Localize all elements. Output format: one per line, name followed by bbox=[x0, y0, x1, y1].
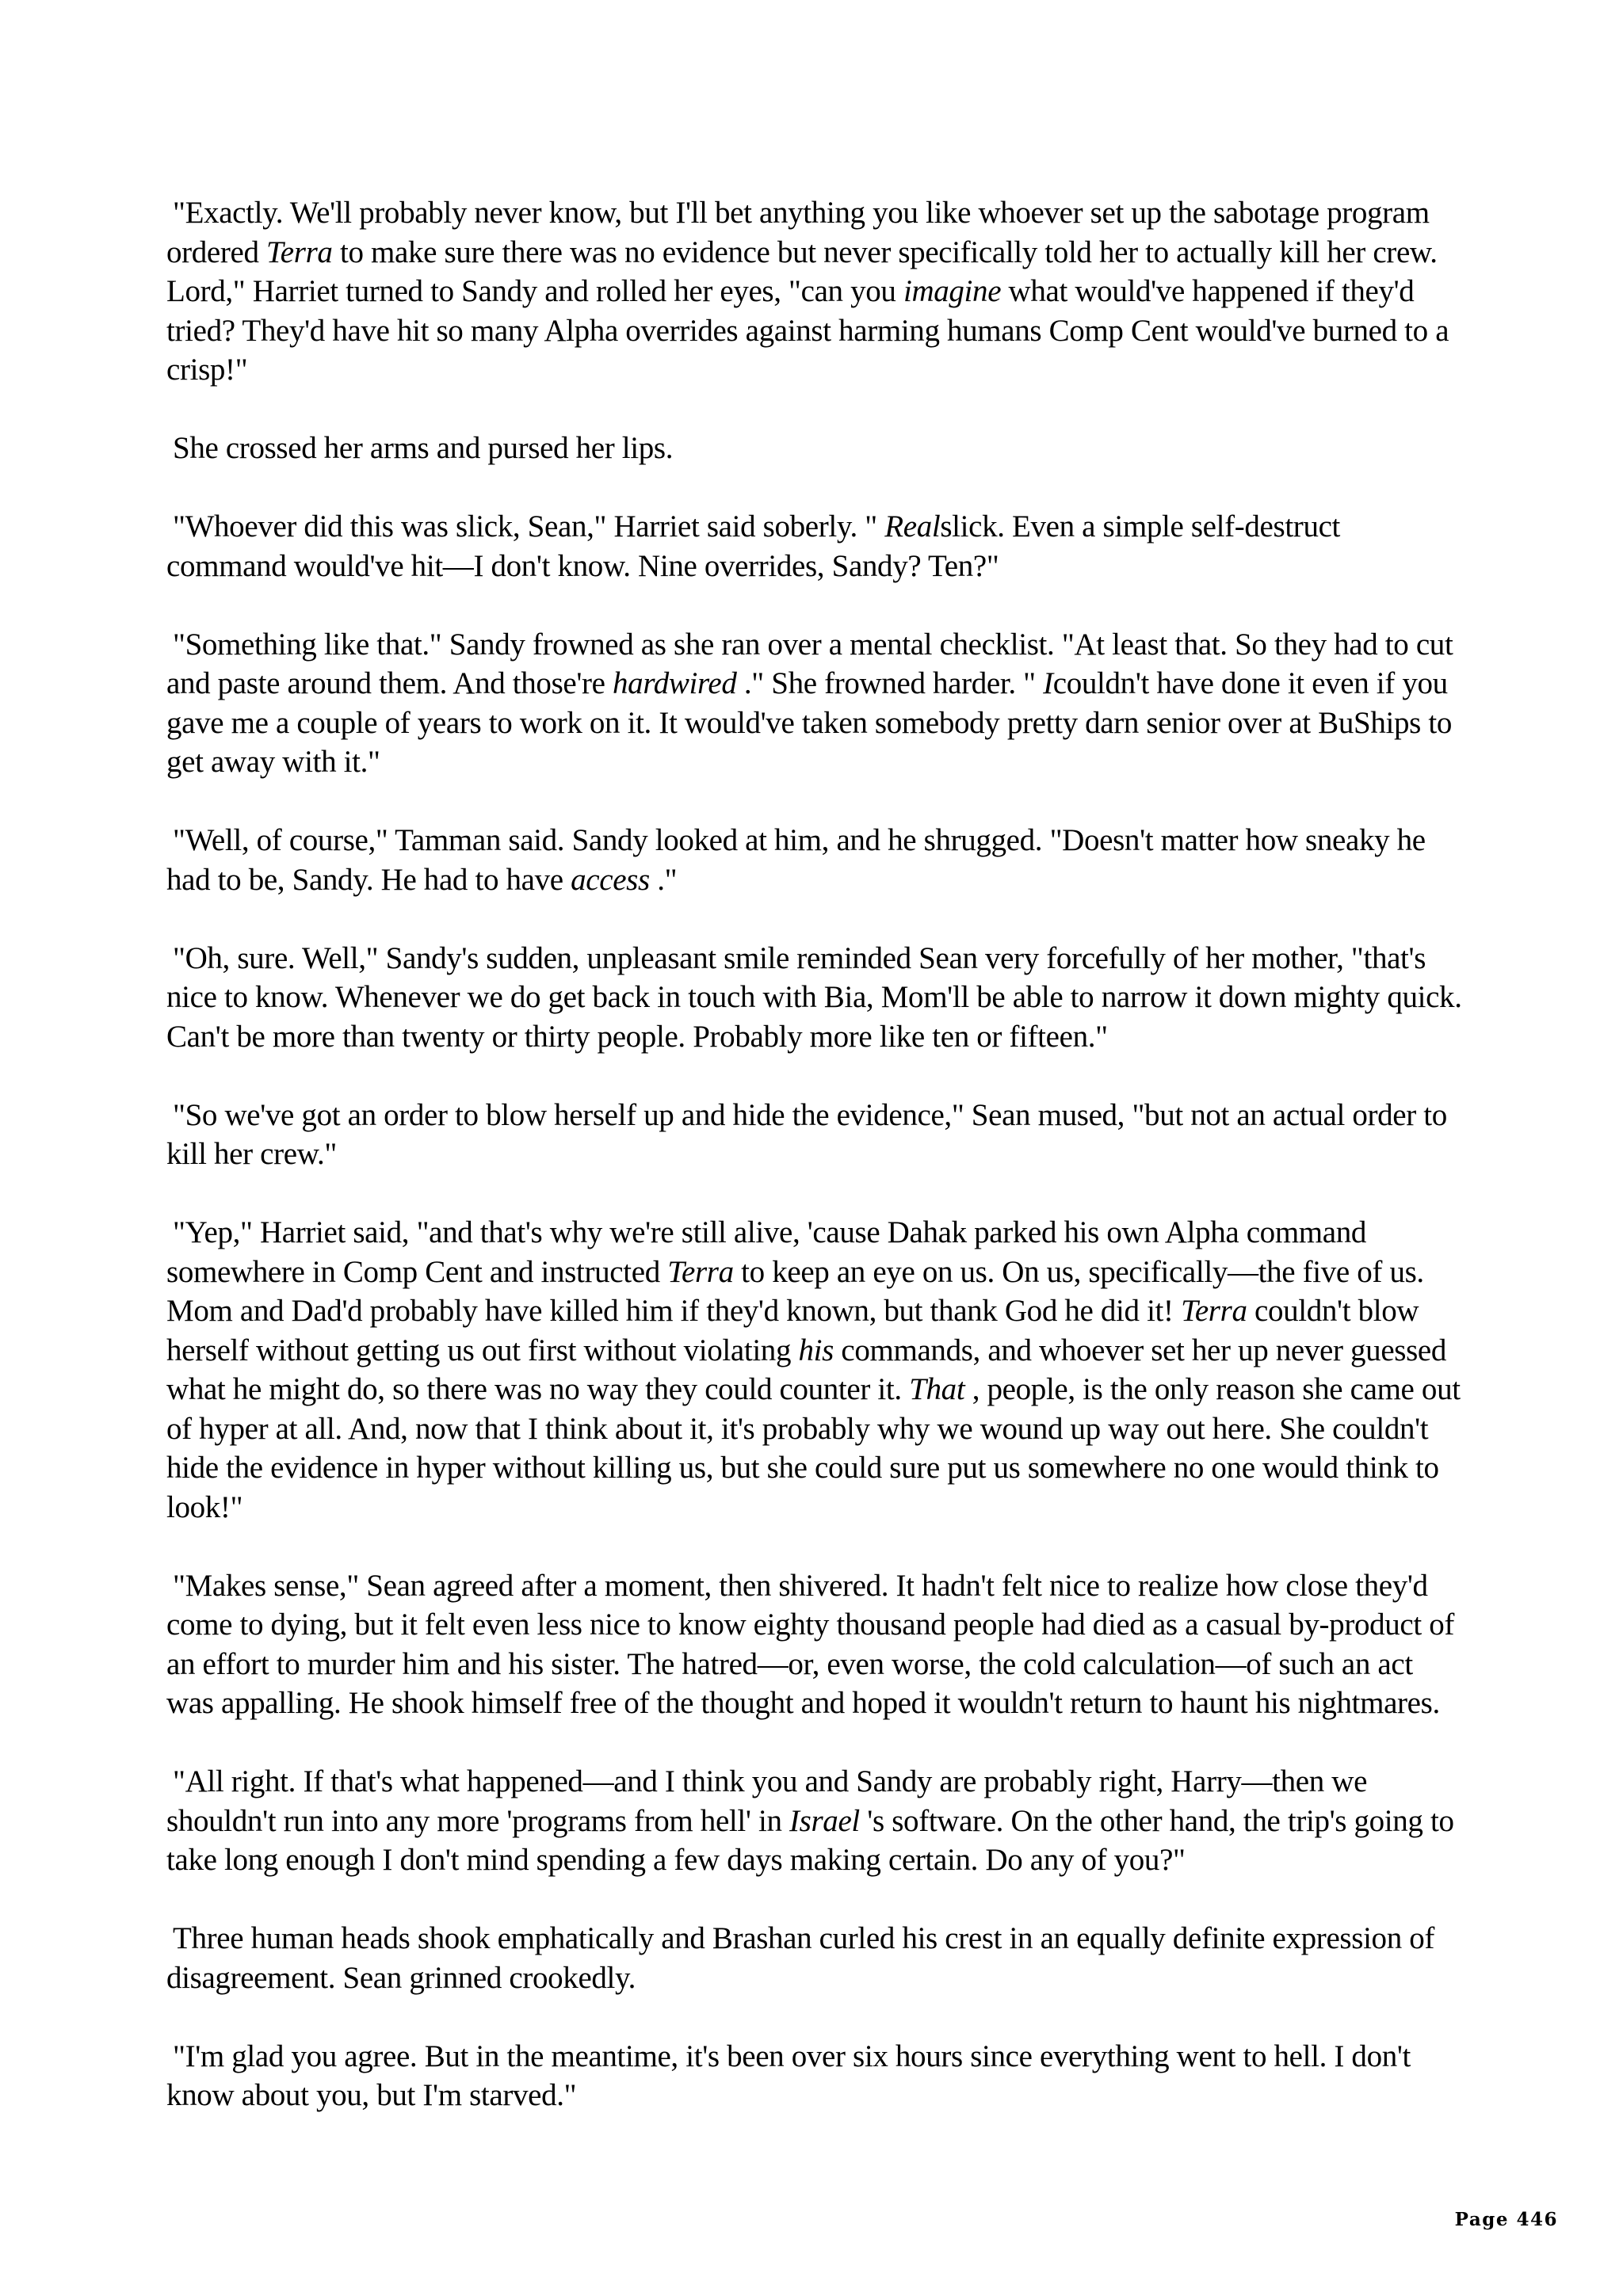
italic-text: Terra bbox=[667, 1254, 734, 1289]
text-segment: couldn't blow herself without getting us out first without violating bbox=[166, 1294, 1419, 1367]
text-segment: "Something like that." Sandy frowned as she ran over a mental checklist. "At least that. So they had to cut and paste around them. And those're bbox=[166, 627, 1453, 700]
text-segment: Three human heads shook emphatically and Brashan curled his crest in an equally definite expression of disagreement. Sean grinned crookedly. bbox=[166, 1921, 1435, 1995]
paragraph bbox=[166, 939, 1466, 1057]
paragraph bbox=[166, 1762, 1466, 1880]
italic-text: Terra bbox=[266, 235, 333, 269]
text-segment: to keep an eye on us. On us, specifically—the five of us. Mom and Dad'd probably have killed him if they'd known, but thank God he did it! bbox=[166, 1254, 1424, 1328]
text-segment: commands, and whoever set her up never guessed what he might do, so there was no way they could counter it. bbox=[166, 1333, 1447, 1406]
italic-text: That bbox=[909, 1372, 965, 1406]
text-segment: "Makes sense," Sean agreed after a moment, then shivered. It hadn't felt nice to realize how close they'd come to dying, but it felt even less nice to know eighty thousand people had died as a casual by-product of an effort to murder him and his sister. The hatred—or, even worse, the cold calculation—of such an act was appalling. He shook himself free of the thought and hoped it wouldn't return to haunt his nightmares. bbox=[166, 1568, 1455, 1720]
text-segment: She crossed her arms and pursed her lips. bbox=[173, 431, 674, 465]
text-segment: to make sure there was no evidence but never specifically told her to actually kill her crew. Lord," Harriet turned to Sandy and rolled her eyes, "can you bbox=[166, 235, 1438, 308]
paragraph bbox=[166, 1096, 1466, 1174]
italic-text: hardwired bbox=[613, 666, 737, 700]
italic-text: imagine bbox=[903, 274, 1002, 308]
paragraph bbox=[166, 2037, 1466, 2115]
text-segment: ." She frowned harder. " bbox=[736, 666, 1044, 700]
paragraph bbox=[166, 193, 1466, 390]
paragraph bbox=[166, 1566, 1466, 1723]
body-text bbox=[166, 193, 1466, 2115]
text-segment: couldn't have done it even if you gave me a couple of years to work on it. It would've taken somebody pretty darn senior over at BuShips to get away with it." bbox=[166, 666, 1452, 779]
text-segment: 's software. On the other hand, the trip's going to take long enough I don't mind spending a few days making certain. Do any of you?" bbox=[166, 1803, 1454, 1877]
italic-text: Terra bbox=[1181, 1294, 1247, 1328]
text-segment: "Exactly. We'll probably never know, but I'll bet anything you like whoever set up the sabotage program ordered bbox=[166, 196, 1430, 269]
italic-text: his bbox=[798, 1333, 834, 1367]
text-segment: "Oh, sure. Well," Sandy's sudden, unpleasant smile reminded Sean very forcefully of her mother, "that's nice to know. Whenever we do get back in touch with Bia, Mom'll be able to narrow it down mighty quick. Can't be more than twenty or thirty people. Probably more like ten or fifteen." bbox=[166, 940, 1462, 1054]
paragraph bbox=[166, 507, 1466, 585]
paragraph bbox=[166, 1919, 1466, 1997]
text-segment: "Well, of course," Tamman said. Sandy looked at him, and he shrugged. "Doesn't matter how sneaky he had to be, Sandy. He had to have bbox=[166, 823, 1426, 897]
italic-text: access bbox=[571, 862, 650, 897]
italic-text: Real bbox=[884, 509, 941, 543]
text-segment: "I'm glad you agree. But in the meantime, it's been over six hours since everything went to hell. I don't know about you, but I'm starved." bbox=[166, 2039, 1411, 2112]
paragraph bbox=[166, 625, 1466, 782]
text-segment: "So we've got an order to blow herself up and hide the evidence," Sean mused, "but not an actual order to kill her crew." bbox=[166, 1097, 1447, 1171]
text-segment: "Yep," Harriet said, "and that's why we're still alive, 'cause Dahak parked his own Alpha command somewhere in Comp Cent and instructed bbox=[166, 1215, 1367, 1289]
italic-text: I bbox=[1043, 666, 1053, 700]
text-segment: what would've happened if they'd tried? They'd have hit so many Alpha overrides against harming humans Comp Cent would've burned to a crisp!" bbox=[166, 274, 1449, 387]
page-number: Page 446 bbox=[1454, 2209, 1558, 2230]
text-segment: "All right. If that's what happened—and I think you and Sandy are probably right, Harry—then we shouldn't run into any more 'programs from hell' in bbox=[166, 1764, 1368, 1838]
text-segment: , people, is the only reason she came out of hyper at all. And, now that I think about it, it's probably why we wound up way out here. She couldn't hide the evidence in hyper without killing us, but she could sure put us somewhere no one would think to look!" bbox=[166, 1372, 1461, 1524]
paragraph bbox=[166, 1213, 1466, 1527]
italic-text: Israel bbox=[789, 1803, 860, 1838]
text-segment: ." bbox=[649, 862, 678, 897]
paragraph bbox=[166, 821, 1466, 899]
text-segment: slick. Even a simple self-destruct command would've hit—I don't know. Nine overrides, Sandy? Ten?" bbox=[166, 509, 1341, 583]
text-segment: "Whoever did this was slick, Sean," Harriet said soberly. " bbox=[173, 509, 885, 543]
paragraph bbox=[166, 429, 1466, 468]
